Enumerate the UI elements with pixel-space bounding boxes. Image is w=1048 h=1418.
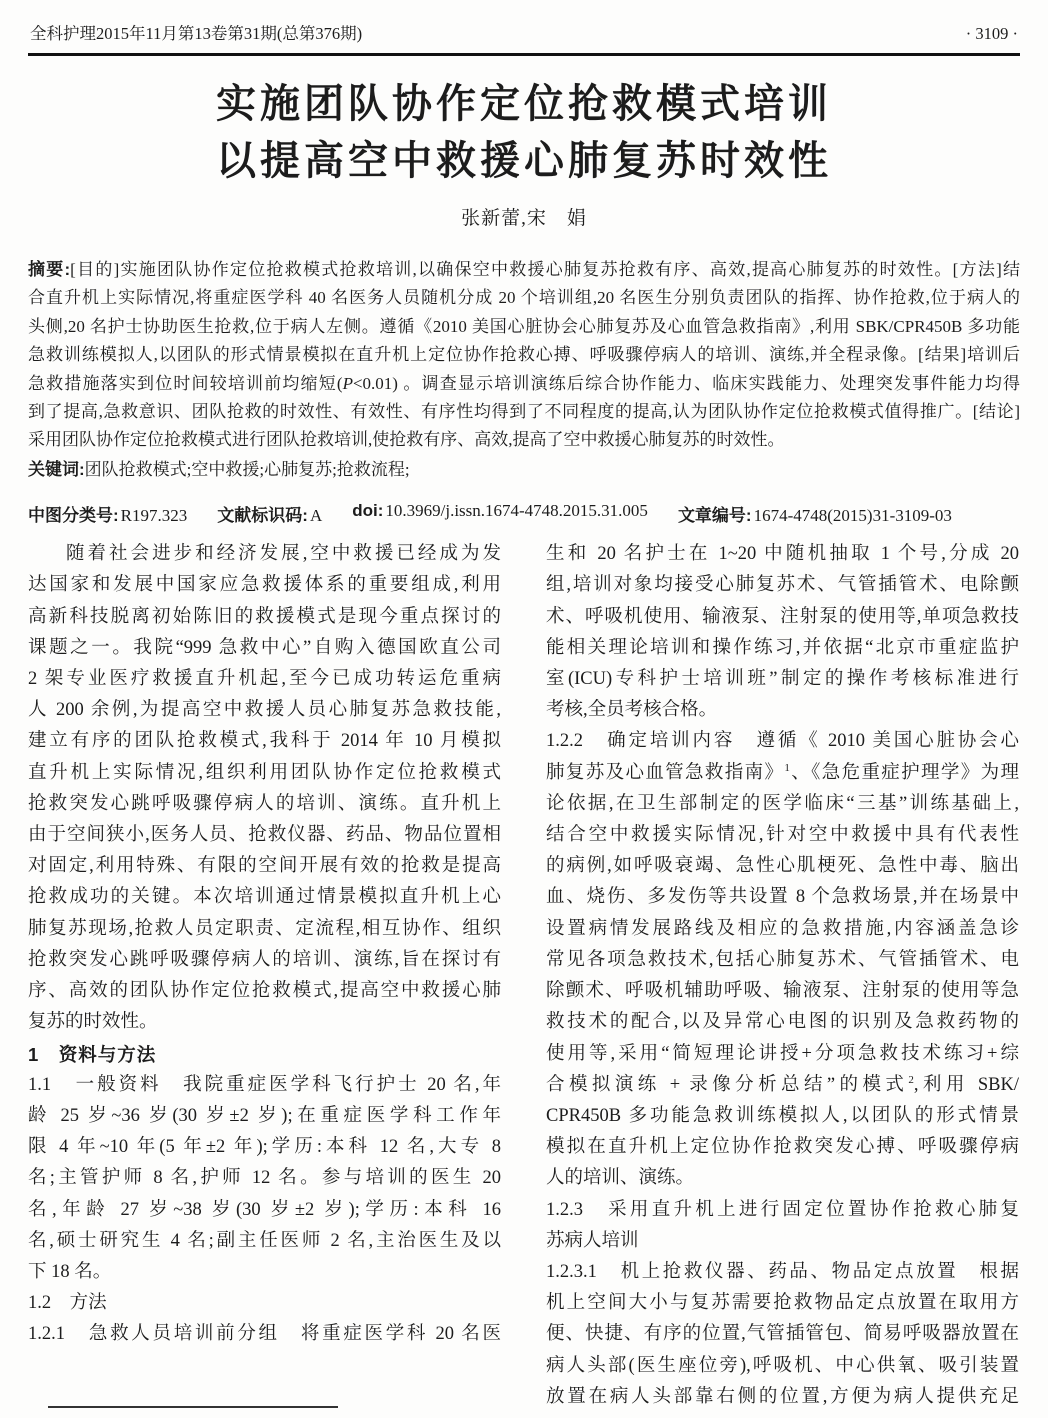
text-line: 头侧,20 名护士协助医生抢救,位于病人左侧。遵循《2010 美国心脏协会心肺复苏及心血管急救指南》,利用 SBK/CPR450B 多功能 [28, 316, 1020, 336]
text-line: 龄 25 岁~36 岁(30 岁±2 岁);在重症医学科工作年 [28, 1105, 501, 1126]
left-column [28, 539, 501, 1413]
text-line: 论依据,在卫生部制定的医学临床“三基”训练基础上, [546, 793, 1019, 814]
text-line: 肺复苏现场,抢救人员定职责、定流程,相互协作、组织 [28, 918, 501, 939]
text-line: 急救措施落实到位时间较培训前均缩短(P<0.01) 。调查显示培训演练后综合协作能力、临床实践能力、处理突发事件能力均得 [28, 373, 1020, 393]
meta-item-label: 文章编号: [677, 506, 752, 526]
abstract-label: 摘要: [28, 260, 71, 279]
page-number: · 3109 · [965, 24, 1018, 43]
meta-item-value: R197.323 [120, 506, 188, 526]
text-line: 血、烧伤、多发伤等共设置 8 个急救场景,并在场景中 [546, 887, 1019, 908]
text-line: 考核,全员考核合格。 [546, 700, 718, 721]
meta-item-value: 1674-4748(2015)31-3109-03 [753, 506, 952, 526]
text-line: 高新科技脱离初始陈旧的救援模式是现今重点探讨的 [28, 606, 501, 627]
text-line: 设置病情发展路线及相应的急救措施,内容涵盖急诊 [546, 918, 1019, 939]
meta-item [678, 501, 952, 526]
text-line: 模拟在直升机上定位协作抢救突发心搏、呼吸骤停病 [546, 1137, 1019, 1158]
text-line: 1 资料与方法 [28, 1043, 157, 1065]
text-line: 肺复苏及心血管急救指南》$^1$、《急危重症护理学》为理 [546, 761, 1019, 783]
meta-item-label: doi: [352, 501, 384, 521]
text-line: 人 200 余例,为提高空中救援人员心肺复苏急救技能, [28, 700, 501, 721]
text-line: 名,硕士研究生 4 名;副主任医师 2 名,主治医生及以 [28, 1230, 501, 1251]
article-title-line1: 实施团队协作定位抢救模式培训 [216, 82, 832, 126]
text-line: 1.1 一般资料 我院重症医学科飞行护士 20 名,年 [28, 1074, 501, 1095]
text-line: 序、高效的团队协作定位抢救模式,提高空中救援心肺 [28, 981, 501, 1002]
text-line: 复苏的时效性。 [28, 1012, 158, 1033]
authors: 张新蕾,宋 娟 [461, 208, 587, 229]
text-line: 常见各项急救技术,包括心肺复苏术、气管插管术、电 [546, 949, 1019, 970]
footnote-rule [48, 1406, 338, 1408]
text-line: 下 18 名。 [28, 1261, 112, 1282]
keywords-label: 关键词: [28, 459, 85, 479]
text-line: 机上空间大小与复苏需要抢救物品定点放置在取用方 [546, 1293, 1019, 1314]
text-line: 的病例,如呼吸衰竭、急性心肌梗死、急性中毒、脑出 [546, 856, 1019, 877]
text-line: 救技术的配合,以及异常心电图的识别及急救药物的 [546, 1012, 1019, 1033]
text-line: 放置在病人头部靠右侧的位置,方便为病人提供充足 [546, 1386, 1019, 1407]
journal-issue-info: 全科护理2015年11月第13卷第31期(总第376期) [30, 24, 363, 43]
text-line: 1.2.3.1 机上抢救仪器、药品、物品定点放置 根据 [546, 1261, 1019, 1282]
text-line: 随着社会进步和经济发展,空中救援已经成为发 [66, 544, 501, 565]
text-line: 抢救突发心跳呼吸骤停病人的培训、演练,旨在探讨有 [28, 949, 501, 970]
keywords-text: 团队抢救模式;空中救援;心肺复苏;抢救流程; [84, 459, 410, 479]
text-line: 急救训练模拟人,以团队的形式情景模拟在直升机上定位协作抢救心搏、呼吸骤停病人的培训、演练,并全程录像。[结果]培训后 [28, 345, 1020, 365]
text-line: 结合空中救援实际情况,针对空中救援中具有代表性 [546, 825, 1019, 846]
article-title [28, 76, 1020, 190]
text-line: 组,培训对象均接受心肺复苏术、气管插管术、电除颤 [546, 575, 1019, 596]
meta-item [217, 501, 322, 526]
text-line: 1.2.2 确定培训内容 遵循《 2010 美国心脏协会心 [546, 731, 1019, 752]
meta-item-label: 文献标识码: [217, 506, 308, 526]
page-header [28, 14, 1020, 53]
keywords-line [28, 456, 1020, 484]
meta-item-value: A [309, 506, 323, 526]
text-line: 采用团队协作定位抢救模式进行团队抢救培训,使抢救有序、高效,提高了空中救援心肺复苏的时效性。 [28, 430, 785, 450]
text-line: 苏病人培训 [546, 1230, 639, 1251]
text-line: 合模拟演练 + 录像分析总结”的模式$^2$,利用 SBK/ [546, 1073, 1019, 1095]
text-line: CPR450B 多功能急救训练模拟人,以团队的形式情景 [546, 1105, 1019, 1126]
text-line: 课题之一。我院“999 急救中心”自购入德国欧直公司 [28, 637, 501, 658]
text-line: 到了提高,急救意识、团队抢救的时效性、有效性、有序性均得到了不同程度的提高,认为团队协作定位抢救模式值得推广。[结论] [28, 402, 1020, 422]
meta-item [352, 501, 648, 526]
text-line: 建立有序的团队抢救模式,我科于 2014 年 10 月模拟 [28, 731, 501, 752]
meta-item-value: 10.3969/j.issn.1674-4748.2015.31.005 [385, 501, 648, 521]
text-line: 名,年龄 27 岁~38 岁(30 岁±2 岁);学历:本科 16 [28, 1199, 501, 1220]
text-line: 直升机上实际情况,组织利用团队协作定位抢救模式 [28, 762, 501, 783]
text-line: 2 架专业医疗救援直升机起,至今已成功转运危重病 [28, 669, 501, 690]
text-line: 合直升机上实际情况,将重症医学科 40 名医务人员随机分成 20 个培训组,20 名医生分别负责团队的指挥、协作抢救,位于病人的 [28, 288, 1020, 308]
text-line: 1.2.3 采用直升机上进行固定位置协作抢救心肺复 [546, 1199, 1019, 1220]
text-line: 术、呼吸机使用、输液泵、注射泵的使用等,单项急救技 [546, 606, 1019, 627]
text-line: 达国家和发展中国家应急救援体系的重要组成,利用 [28, 575, 501, 596]
text-line: 1.2 方法 [28, 1293, 107, 1314]
text-line: 能相关理论培训和操作练习,并依据“北京市重症监护 [546, 637, 1019, 658]
text-line: 1.2.1 急救人员培训前分组 将重症医学科 20 名医 [28, 1324, 501, 1345]
text-line: 由于空间狭小,医务人员、抢救仪器、药品、物品位置相 [28, 825, 501, 846]
meta-item-label: 中图分类号: [28, 506, 119, 526]
body-columns [28, 539, 1020, 1413]
text-line: 抢救突发心跳呼吸骤停病人的培训、演练。直升机上 [28, 793, 501, 814]
classification-meta-row [28, 501, 1020, 526]
text-line: 使用等,采用“简短理论讲授+分项急救技术练习+综 [546, 1043, 1019, 1064]
meta-item [28, 501, 187, 526]
text-line: 摘要:[目的]实施团队协作定位抢救模式抢救培训,以确保空中救援心肺复苏抢救有序、高效,提高心肺复苏的时效性。[方法]结 [28, 260, 1020, 279]
text-line: 室(ICU)专科护士培训班”制定的操作考核标准进行 [546, 669, 1019, 690]
text-line: 除颤术、呼吸机辅助呼吸、输液泵、注射泵的使用等急 [546, 981, 1019, 1002]
abstract-block [28, 256, 1020, 455]
right-column [546, 539, 1019, 1413]
text-line: 病人头部(医生座位旁),呼吸机、中心供氧、吸引装置 [546, 1355, 1019, 1376]
text-line: 限 4 年~10 年(5 年±2 年);学历:本科 12 名,大专 8 [28, 1137, 501, 1158]
text-line: 对固定,利用特殊、有限的空间开展有效的抢救是提高 [28, 856, 501, 877]
text-line: 名;主管护师 8 名,护师 12 名。参与培训的医生 20 [28, 1168, 501, 1189]
text-line: 便、快捷、有序的位置,气管插管包、简易呼吸器放置在 [546, 1324, 1019, 1345]
text-line: 抢救成功的关键。本次培训通过情景模拟直升机上心 [28, 887, 501, 908]
text-line: 生和 20 名护士在 1~20 中随机抽取 1 个号,分成 20 [546, 544, 1019, 565]
header-rule [28, 53, 1020, 56]
article-title-line2: 以提高空中救援心肺复苏时效性 [216, 139, 832, 183]
text-line: 人的培训、演练。 [546, 1168, 695, 1189]
